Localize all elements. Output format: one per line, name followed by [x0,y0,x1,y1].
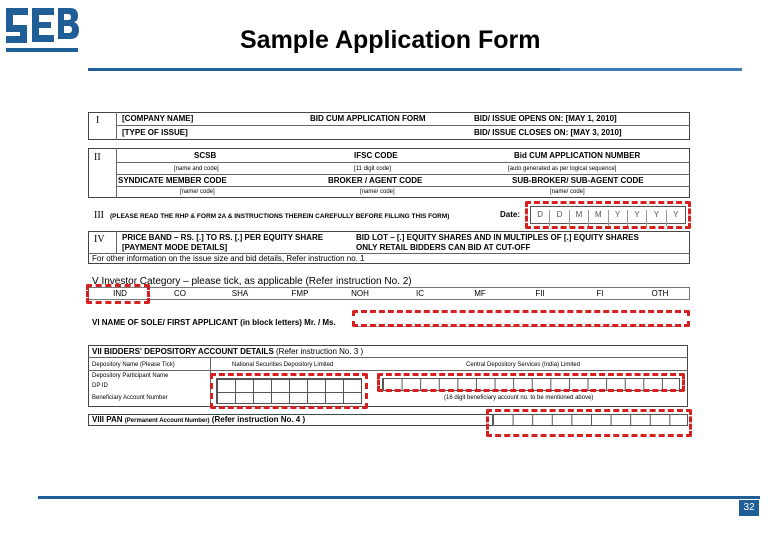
depository-ref: (Refer instruction No. 3 ) [276,347,364,356]
category-sha[interactable]: SHA [231,289,249,298]
sebi-logo [2,2,82,64]
scsb-label: SCSB [194,151,217,160]
participant-label: Depository Participant Name [92,373,169,379]
payment-mode: [PAYMENT MODE DETAILS] [122,243,228,252]
category-fmp[interactable]: FMP [291,289,309,298]
name-code-note: [name and code] [174,166,219,172]
sub-broker-label: SUB-BROKER/ SUB-AGENT CODE [512,176,644,185]
pan-ref: (Refer instruction No. 4 ) [211,415,306,424]
depository-heading [92,347,363,357]
date-cell[interactable]: Y [628,210,647,226]
name-highlight [352,310,690,327]
section-2-number: II [94,152,101,163]
date-cell[interactable]: D [531,210,550,226]
date-cell[interactable]: Y [673,210,679,219]
header-rule-accent [560,68,742,71]
applicant-name-heading: VI NAME OF SOLE/ FIRST APPLICANT (in block letters) Mr. / Ms. [92,318,336,327]
pan-sub: (Permanent Account Number) [124,418,210,424]
category-ic[interactable]: IC [416,289,424,298]
category-fi[interactable]: FI [596,289,604,298]
syndicate-label: SYNDICATE MEMBER CODE [118,176,227,185]
date-label: Date: [500,210,521,219]
footer-rule [38,496,760,499]
auto-generated-note: [auto generated as per logical sequence] [508,166,617,172]
date-highlight [525,201,691,229]
category-mf[interactable]: MF [474,289,486,298]
dp-id-label: DP ID [92,383,108,389]
cdsl-highlight [377,373,685,392]
retail-only: ONLY RETAIL BIDDERS CAN BID AT CUT-OFF [356,243,531,252]
depository-heading-text: VII BIDDERS' DEPOSITORY ACCOUNT DETAILS [92,347,274,356]
section-4-number: IV [94,234,105,245]
depository-name-label: Depository Name (Please Tick) [92,362,175,368]
broker-label: BROKER / AGENT CODE [328,176,423,185]
bid-lot: BID LOT – [.] EQUITY SHARES AND IN MULTIPLES OF [.] EQUITY SHARES [356,233,639,242]
slide-title: Sample Application Form [240,26,541,54]
date-cell[interactable]: Y [647,210,666,226]
section-3-number: III [94,210,104,221]
form-name: BID CUM APPLICATION FORM [310,114,426,123]
date-cell[interactable]: D [550,210,569,226]
ind-highlight [86,284,150,304]
price-band: PRICE BAND – RS. [.] TO RS. [.] PER EQUITY SHARE [122,233,324,242]
eleven-digit-note: [11 digit code] [354,166,391,172]
investor-category-heading: V Investor Category – please tick, as applicable (Refer instruction No. 2) [92,276,412,287]
beneficiary-note: (16 digit beneficiary account no. to be mentioned above) [444,395,594,401]
issue-type: [TYPE OF ISSUE] [122,128,188,137]
date-cell[interactable]: M [589,210,608,226]
ifsc-label: IFSC CODE [354,151,398,160]
nsdl-label[interactable]: National Securities Depository Limited [232,362,334,368]
issue-closes: BID/ ISSUE CLOSES ON: [MAY 3, 2010] [474,128,622,137]
category-noh[interactable]: NOH [351,289,369,298]
cdsl-label[interactable]: Central Depository Services (India) Limited [466,362,581,368]
section-1-number: I [96,115,100,126]
issue-opens: BID/ ISSUE OPENS ON: [MAY 1, 2010] [474,114,617,123]
name-code-3: [name/ code] [550,189,585,195]
other-info: For other information on the issue size and bid details, Refer instruction no. 1 [92,254,365,263]
pan-heading-text: VIII PAN [92,415,123,424]
pan-heading [92,415,305,426]
bid-number-label: Bid CUM APPLICATION NUMBER [514,151,641,160]
beneficiary-label: Beneficiary Account Number [92,395,168,401]
category-fii[interactable]: FII [535,289,545,298]
date-cell[interactable]: M [570,210,589,226]
nsdl-highlight [210,373,368,409]
category-ind[interactable]: IND [113,289,127,298]
application-form [88,112,692,442]
section-3-instructions: (PLEASE READ THE RHP & FORM 2A & INSTRUCTIONS THEREIN CAREFULLY BEFORE FILLING THIS FORM) [110,213,450,220]
page-number: 32 [739,500,759,516]
date-cell[interactable]: Y [609,210,628,226]
category-co[interactable]: CO [174,289,186,298]
category-oth[interactable]: OTH [651,289,669,298]
pan-highlight [486,409,692,437]
name-code-2: [name/ code] [360,189,395,195]
company-name: [COMPANY NAME] [122,114,194,123]
name-code-1: [name/ code] [180,189,215,195]
